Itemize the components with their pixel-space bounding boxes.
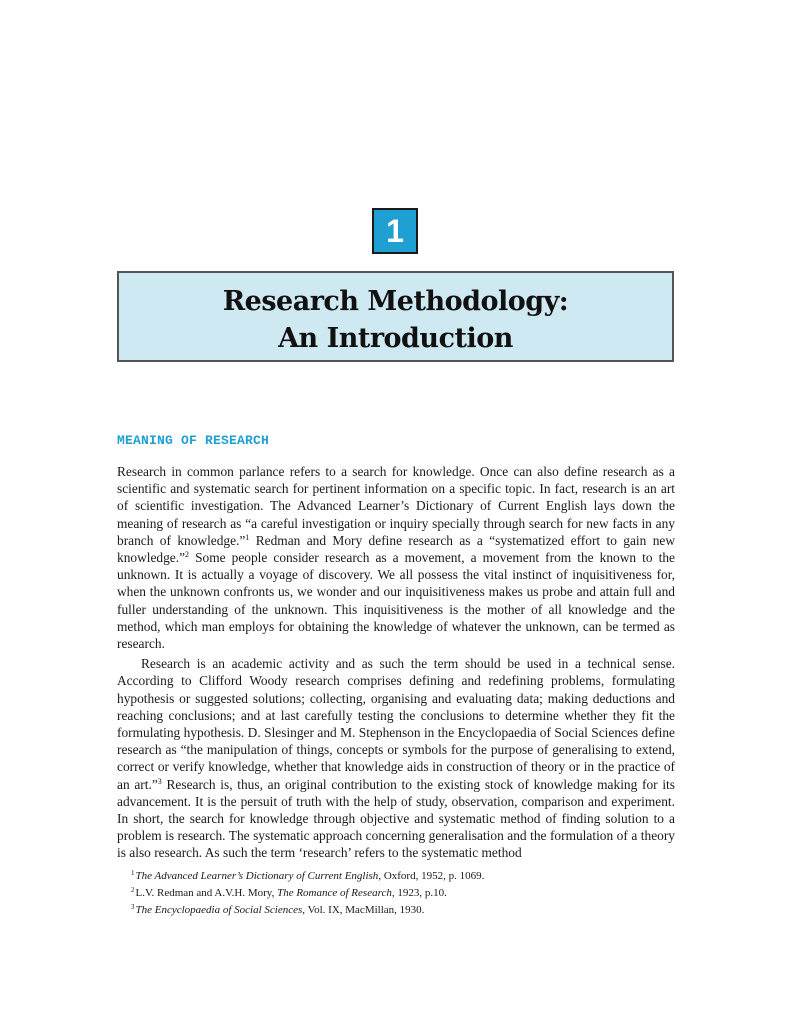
- footnote-ref-1: 1: [245, 532, 250, 542]
- footnote-details: , Oxford, 1952, p. 1069.: [378, 870, 485, 882]
- paragraph-text: Research is an academic activity and as such the term should be used in a technical sense. According to Clifford Woody research comprises defining and redefining problems, formulating hypothesis or suggested solutions; collecting, organising and evaluating data; making deductions and reaching conclusions; and at last carefully testing the conclusions to determine whether they fit the formulating hypothesis. D. Slesinger and M. Stephenson in the Encyclopaedia of Social Sciences define research as “the manipulation of things, concepts or symbols for the purpose of generalising to extend, correct or verify knowledge, whether that knowledge aids in construction of theory or in the practice of an art.”: [117, 656, 675, 792]
- footnote-authors: L.V. Redman and A.V.H. Mory,: [135, 887, 278, 899]
- paragraph-1: [117, 463, 675, 652]
- footnote-1: [131, 868, 671, 885]
- chapter-number-badge: 1: [372, 208, 418, 254]
- footnote-source-title: The Advanced Learner’s Dictionary of Current English: [135, 870, 379, 882]
- paragraph-text: Some people consider research as a movement, a movement from the known to the unknown. It is actually a voyage of discovery. We all possess the vital instinct of inquisitiveness for, when the unknown confronts us, we wonder and our inquisitiveness makes us probe and attain full and fuller understanding of the unknown. This inquisitiveness is the mother of all knowledge and the method, which man employs for obtaining the knowledge of whatever the unknown, can be termed as research.: [117, 550, 675, 652]
- paragraph-text: Research is, thus, an original contribution to the existing stock of knowledge making for its advancement. It is the persuit of truth with the help of study, observation, comparison and experiment. In short, the search for knowledge through objective and systematic method of finding solution to a problem is research. The systematic approach concerning generalisation and the formulation of a theory is also research. As such the term ‘research’ refers to the systematic method: [117, 776, 675, 861]
- footnote-number: 1: [131, 869, 135, 877]
- footnote-ref-3: 3: [157, 776, 162, 786]
- footnote-number: 3: [131, 903, 135, 911]
- footnote-source-title: The Encyclopaedia of Social Sciences: [135, 904, 303, 916]
- section-heading: MEANING OF RESEARCH: [117, 433, 270, 448]
- footnotes: [131, 868, 671, 919]
- paragraph-text: Redman and Mory define research as a “systematized effort to gain new knowledge.”: [117, 532, 676, 566]
- chapter-title: [117, 271, 674, 362]
- footnote-number: 2: [131, 886, 135, 894]
- footnote-3: [131, 902, 671, 919]
- footnote-source-title: The Romance of Research: [277, 887, 392, 899]
- footnote-2: [131, 885, 671, 902]
- paragraph-text: Research in common parlance refers to a search for knowledge. Once can also define research as a scientific and systematic search for pertinent information on a specific topic. In fact, research is an art of scientific investigation. The Advanced Learner’s Dictionary of Current English lays down the meaning of research as “a careful investigation or inquiry specially through search for new facts in any branch of knowledge.”: [117, 464, 675, 548]
- chapter-title-line-2: An Introduction: [278, 323, 513, 354]
- paragraph-2: [117, 655, 675, 861]
- footnote-details: , 1923, p.10.: [391, 887, 447, 899]
- chapter-title-line-1: Research Methodology:: [222, 286, 569, 317]
- body-text: [117, 463, 675, 862]
- footnote-ref-2: 2: [185, 550, 190, 560]
- footnote-details: , Vol. IX, MacMillan, 1930.: [302, 904, 425, 916]
